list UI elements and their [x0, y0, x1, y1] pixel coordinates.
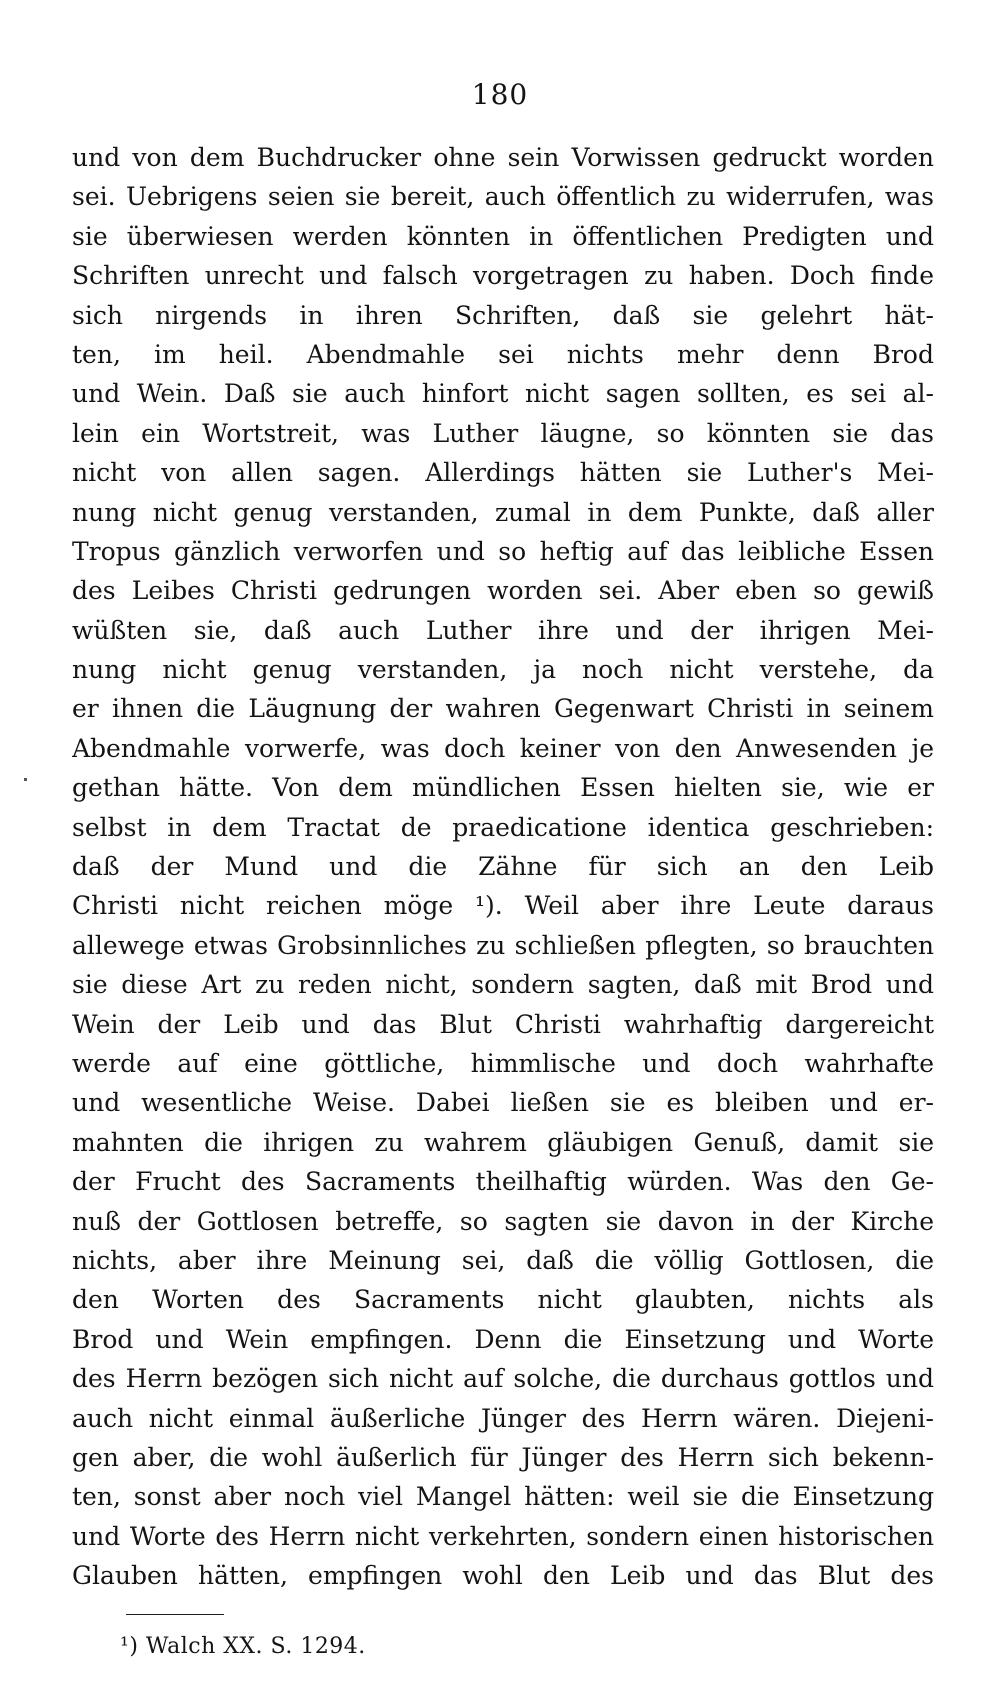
text-line: nung nicht genug verstanden, zumal in dem Punkte, daß aller	[72, 497, 934, 527]
text-line: Glauben hätten, empfingen wohl den Leib und das Blut des	[72, 1561, 934, 1591]
text-line: er ihnen die Läugnung der wahren Gegenwart Christi in seinem	[72, 694, 934, 724]
footnote: ¹) Walch XX. S. 1294.	[120, 1634, 366, 1659]
text-line: nung nicht genug verstanden, ja noch nicht verstehe, da	[72, 655, 934, 685]
text-line: sie überwiesen werden könnten in öffentlichen Predigten und	[72, 221, 934, 251]
text-line: nichts, aber ihre Meinung sei, daß die völlig Gottlosen, die	[72, 1245, 934, 1275]
text-line: selbst in dem Tractat de praedicatione identica geschrieben:	[72, 812, 934, 842]
text-line: den Worten des Sacraments nicht glaubten, nichts als	[72, 1285, 934, 1315]
page-number: 180	[471, 78, 529, 111]
text-line: und von dem Buchdrucker ohne sein Vorwissen gedruckt worden	[72, 143, 934, 172]
text-line: und wesentliche Weise. Dabei ließen sie es bleiben und er-	[72, 1088, 934, 1118]
text-line: werde auf eine göttliche, himmlische und doch wahrhafte	[72, 1048, 934, 1078]
text-line: nicht von allen sagen. Allerdings hätten sie Luther's Mei-	[72, 458, 934, 488]
text-line: nuß der Gottlosen betreffe, so sagten sie davon in der Kirche	[72, 1206, 934, 1236]
text-line: Abendmahle vorwerfe, was doch keiner von den Anwesenden je	[72, 733, 934, 763]
page-speck	[24, 778, 27, 781]
text-line: sei. Uebrigens seien sie bereit, auch öffentlich zu widerrufen, was	[72, 182, 934, 212]
text-line: sie diese Art zu reden nicht, sondern sagten, daß mit Brod und	[72, 970, 934, 1000]
text-line: wüßten sie, daß auch Luther ihre und der ihrigen Mei-	[72, 615, 934, 645]
text-line: mahnten die ihrigen zu wahrem gläubigen Genuß, damit sie	[72, 1127, 934, 1157]
text-line: des Leibes Christi gedrungen worden sei. Aber eben so gewiß	[72, 576, 934, 606]
text-line: und Worte des Herrn nicht verkehrten, sondern einen historischen	[72, 1521, 934, 1551]
text-line: Christi nicht reichen möge ¹). Weil aber ihre Leute daraus	[72, 891, 934, 921]
text-line: und Wein. Daß sie auch hinfort nicht sagen sollten, es sei al-	[72, 379, 934, 409]
text-line: sich nirgends in ihren Schriften, daß sie gelehrt hät-	[72, 300, 934, 330]
text-line: ten, im heil. Abendmahle sei nichts mehr denn Brod	[72, 339, 934, 369]
text-line: gethan hätte. Von dem mündlichen Essen hielten sie, wie er	[72, 773, 934, 803]
footnote-divider	[126, 1614, 224, 1615]
text-line: Wein der Leib und das Blut Christi wahrhaftig dargereicht	[72, 1009, 934, 1039]
text-line: auch nicht einmal äußerliche Jünger des Herrn wären. Diejeni-	[72, 1403, 934, 1433]
text-line: der Frucht des Sacraments theilhaftig würden. Was den Ge-	[72, 1167, 934, 1197]
text-line: Tropus gänzlich verworfen und so heftig auf das leibliche Essen	[72, 536, 934, 566]
text-line: allewege etwas Grobsinnliches zu schließen pflegten, so brauchten	[72, 930, 934, 960]
text-line: ten, sonst aber noch viel Mangel hätten: weil sie die Einsetzung	[72, 1482, 934, 1512]
text-line: des Herrn bezögen sich nicht auf solche, die durchaus gottlos und	[72, 1364, 934, 1394]
body-text	[72, 138, 934, 1595]
text-line: daß der Mund und die Zähne für sich an den Leib	[72, 852, 934, 882]
text-line: gen aber, die wohl äußerlich für Jünger des Herrn sich bekenn-	[72, 1442, 934, 1472]
text-line: Schriften unrecht und falsch vorgetragen zu haben. Doch finde	[72, 261, 934, 291]
text-line: Brod und Wein empfingen. Denn die Einsetzung und Worte	[72, 1324, 934, 1354]
text-line: lein ein Wortstreit, was Luther läugne, so könnten sie das	[72, 418, 934, 448]
